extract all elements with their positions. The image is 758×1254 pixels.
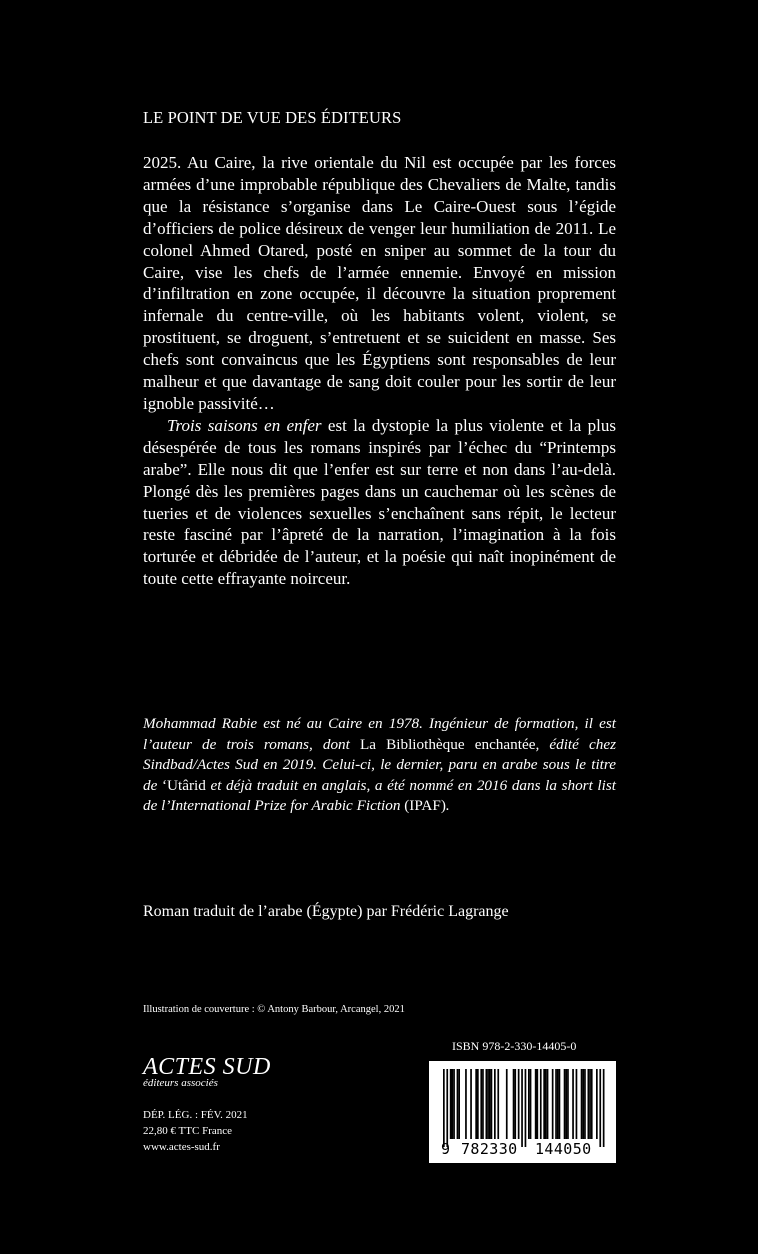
- author-bio-text: [143, 714, 616, 817]
- barcode-bar: [567, 1069, 569, 1139]
- illustration-credit: Illustration de couverture : © Antony Barbour, Arcangel, 2021: [143, 1004, 405, 1015]
- barcode-bar: [596, 1069, 598, 1139]
- barcode-bar: [565, 1069, 567, 1139]
- barcode-bar: [599, 1069, 601, 1147]
- summary-paragraph-2-text: est la dystopie la plus violente et la plus désespérée de tous les romans inspirés par l’échec du “Printemps arabe”. Elle nous dit que l’enfer est sur terre et non dans l’au-delà. Plongé dès les premières pages dans un cauchemar où les scènes de tueries et de violences sexuelles s’enchaînent sans répit, le lecteur reste fasciné par l’âpreté de la narration, l’imagination à la fois torturée et débridée de l’auteur, et la poésie qui naît inopinément de toute cette effrayante noirceur.: [143, 415, 616, 589]
- barcode-bar: [458, 1069, 460, 1139]
- barcode-bar: [506, 1069, 508, 1139]
- book-title: Trois saisons en enfer: [167, 415, 322, 435]
- summary-paragraph-2: [143, 415, 616, 590]
- barcode-bar: [446, 1069, 448, 1147]
- publisher-name: ACTES SUD: [143, 1054, 271, 1080]
- barcode-right-digits: 144050: [535, 1140, 592, 1158]
- barcode-bar: [480, 1069, 482, 1139]
- barcode-bar: [530, 1069, 532, 1139]
- barcode-bar: [487, 1069, 489, 1139]
- barcode-bar: [557, 1069, 559, 1139]
- barcode-bar: [513, 1069, 515, 1139]
- barcode-bar: [576, 1069, 578, 1139]
- summary-text: [143, 152, 616, 590]
- barcode-bar: [528, 1069, 530, 1139]
- barcode-first-digit: 9: [441, 1140, 451, 1158]
- barcode-bar: [545, 1069, 547, 1139]
- barcode-bar: [486, 1069, 488, 1139]
- barcode-bar: [475, 1069, 477, 1139]
- barcode-bar: [491, 1069, 493, 1139]
- barcode-bar: [477, 1069, 479, 1139]
- barcode-bar: [443, 1069, 445, 1147]
- barcode-bar: [552, 1069, 554, 1139]
- publisher-logo: [143, 1053, 303, 1089]
- bio-prize-acronym: (IPAF): [404, 797, 446, 814]
- barcode-bar: [591, 1069, 593, 1139]
- barcode-bar: [555, 1069, 557, 1139]
- barcode-bar: [564, 1069, 566, 1139]
- barcode-bar: [494, 1069, 496, 1139]
- barcode-bar: [453, 1069, 455, 1139]
- barcode-bar: [582, 1069, 584, 1139]
- bio-part: .: [445, 797, 450, 814]
- barcode: [429, 1061, 616, 1163]
- summary-paragraph-1: 2025. Au Caire, la rive orientale du Nil est occupée par les forces armées d’une improbable république des Chevaliers de Malte, tandis que la résistance s’organise dans Le Caire-Ouest sous l’égide d’officiers de police désireux de venger leur humiliation de 2011. Le colonel Ahmed Otared, posté en sniper au sommet de la tour du Caire, vise les chefs de l’armée ennemie. Envoyé en mission d’infiltration en zone occupée, il découvre la situation proprement infernale du centre-ville, où les habitants volent, violent, se prostituent, se droguent, s’entretuent et se suicident en masse. Ses chefs sont convaincus que les Égyptiens sont responsables de leur malheur et que davantage de sang doit couler pour les sortir de leur ignoble passivité…: [143, 153, 616, 413]
- barcode-bar: [497, 1069, 499, 1139]
- barcode-bar: [452, 1069, 454, 1139]
- barcode-bar: [584, 1069, 586, 1139]
- bio-book-title: La Bibliothèque enchantée: [360, 735, 536, 753]
- legal-deposit: DÉP. LÉG. : FÉV. 2021: [143, 1109, 248, 1121]
- section-heading: LE POINT DE VUE DES ÉDITEURS: [143, 108, 402, 127]
- barcode-bar: [514, 1069, 516, 1139]
- barcode-bar: [521, 1069, 523, 1147]
- barcode-bar: [603, 1069, 605, 1147]
- barcode-bar: [470, 1069, 472, 1139]
- barcode-bar: [581, 1069, 583, 1139]
- barcode-bar: [543, 1069, 545, 1139]
- publisher-website: www.actes-sud.fr: [143, 1141, 220, 1153]
- bio-original-title: ‘Utârid: [161, 776, 206, 794]
- bio-part: et déjà traduit en anglais, a été nommé en 2016 dans la short list de l’International Prize for Arabic Fiction: [143, 776, 616, 814]
- barcode-bar: [540, 1069, 542, 1139]
- bio-part: , édité chez Sindbad/Actes Sud en 2019. Celui-ci, le dernier, paru en arabe sous le titre de: [143, 735, 616, 794]
- barcode-bar: [572, 1069, 574, 1139]
- barcode-bar: [537, 1069, 539, 1139]
- barcode-bar: [547, 1069, 549, 1139]
- legal-info: [143, 1107, 248, 1155]
- barcode-bar: [465, 1069, 467, 1139]
- bio-part: Mohammad Rabie est né au Caire en 1978. Ingénieur de formation, il est l’auteur de trois romans, dont: [143, 715, 616, 753]
- translator-credit: Roman traduit de l’arabe (Égypte) par Frédéric Lagrange: [143, 903, 509, 920]
- barcode-bar: [535, 1069, 537, 1139]
- barcode-bar: [450, 1069, 452, 1139]
- barcode-bar: [525, 1069, 527, 1147]
- author-bio: [143, 714, 616, 817]
- barcode-bar: [588, 1069, 590, 1139]
- price: 22,80 € TTC France: [143, 1125, 233, 1137]
- barcode-left-digits: 782330: [461, 1140, 518, 1158]
- barcode-bar: [489, 1069, 491, 1139]
- publisher-tagline: éditeurs associés: [143, 1077, 218, 1089]
- barcode-bar: [559, 1069, 561, 1139]
- isbn: ISBN 978-2-330-14405-0: [452, 1039, 577, 1053]
- barcode-bar: [457, 1069, 459, 1139]
- barcode-bar: [589, 1069, 591, 1139]
- barcode-bar: [482, 1069, 484, 1139]
- barcode-bar: [518, 1069, 520, 1139]
